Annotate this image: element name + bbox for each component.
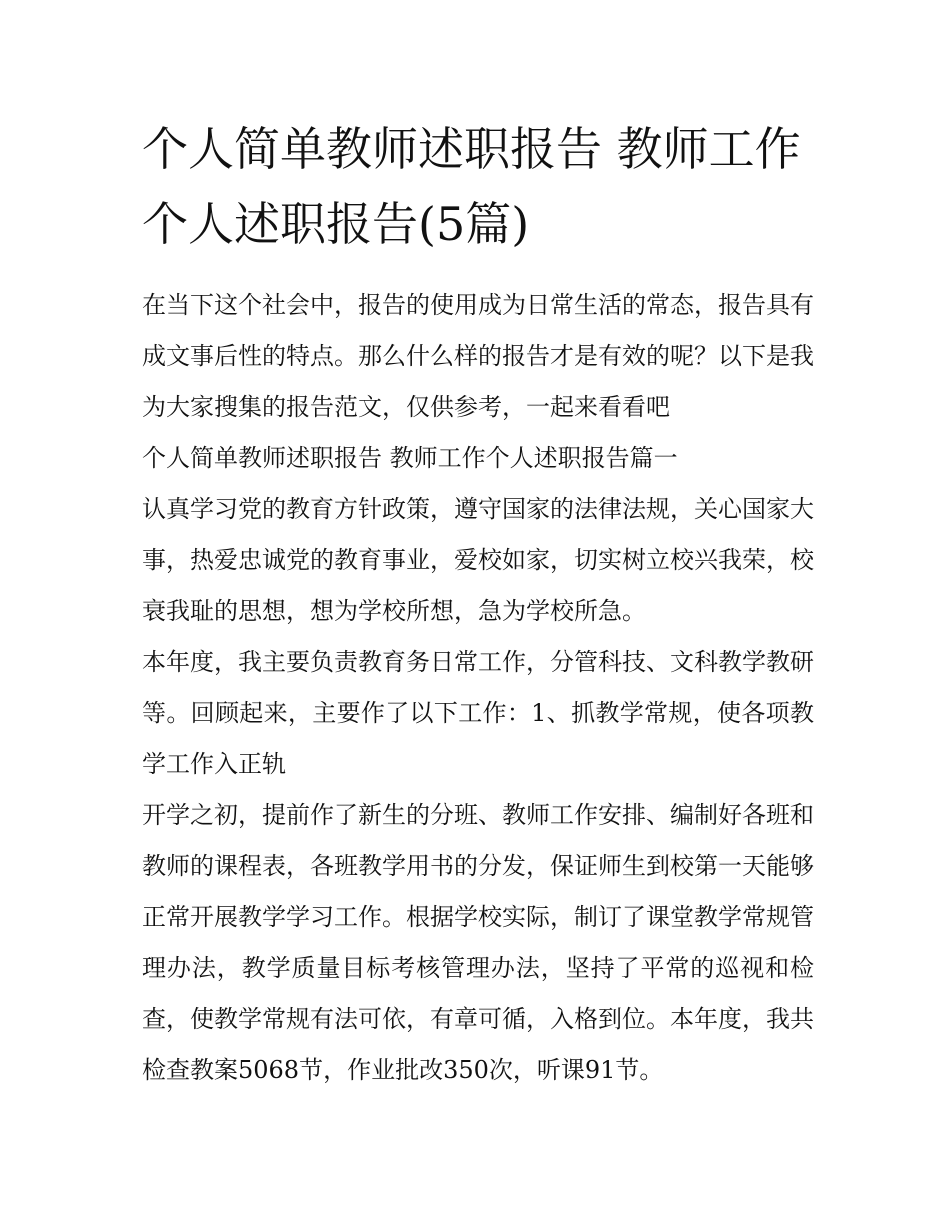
intro-paragraph: 在当下这个社会中，报告的使用成为日常生活的常态，报告具有成文事后性的特点。那么什么样的报告才是有效的呢？以下是我为大家搜集的报告范文，仅供参考，一起来看看吧 xyxy=(142,291,814,421)
body-paragraph-3: 开学之初，提前作了新生的分班、教师工作安排、编制好各班和教师的课程表，各班教学用书的分发，保证师生到校第一天能够正常开展教学学习工作。根据学校实际，制订了课堂教学常规管理办法，教学质量目标考核管理办法，坚持了平常的巡视和检查，使教学常规有法可依，有章可循，入格到位。本年度，我共检查教案5068节，作业批改350次，听课91节。 xyxy=(142,801,814,1084)
section-heading: 个人简单教师述职报告 教师工作个人述职报告篇一 xyxy=(142,444,678,472)
body-paragraph-1: 认真学习党的教育方针政策，遵守国家的法律法规，关心国家大事，热爱忠诚党的教育事业，爱校如家，切实树立校兴我荣，校衰我耻的思想，想为学校所想，急为学校所急。 xyxy=(142,495,814,625)
body-paragraph-2: 本年度，我主要负责教育务日常工作，分管科技、文科教学教研等。回顾起来，主要作了以下工作：1、抓教学常规，使各项教学工作入正轨 xyxy=(142,648,814,778)
document-title: 个人简单教师述职报告 教师工作个人述职报告(5篇) xyxy=(142,122,801,251)
document-page xyxy=(142,112,814,1096)
